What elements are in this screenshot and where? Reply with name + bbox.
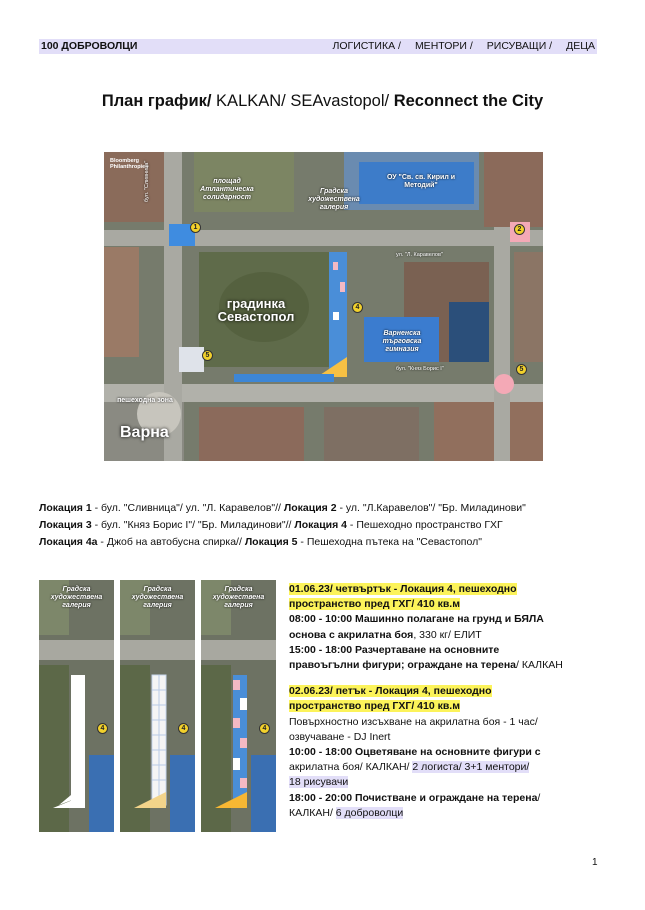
day2-line3: 10:00 - 18:00 Оцветяване на основните фигури с — [289, 746, 541, 759]
label-street-karavelov: ул. "Л. Каравелов" — [396, 252, 443, 258]
thumbnail-stage-2-graphic — [120, 580, 195, 832]
thumbnail-3-label: Градска художествена галерия — [212, 586, 265, 609]
location-1-name: Локация 1 — [39, 502, 92, 514]
nav-logistics[interactable]: ЛОГИСТИКА / — [332, 40, 401, 52]
location-1-desc: - бул. "Сливница"/ ул. "Л. Каравелов"// — [91, 502, 284, 514]
day2-line7a: КАЛКАН/ — [289, 806, 336, 819]
day1-heading-line1: 01.06.23/ четвъртък - Локация 4, пешеходно — [289, 583, 517, 595]
bloomberg-logo: Bloomberg Philanthropies — [110, 158, 149, 170]
schedule — [289, 582, 609, 821]
map-pin-5-left: 5 — [202, 350, 213, 361]
label-street-slivnitsa: бул. "Сливница" — [144, 160, 150, 202]
location-3-desc: - бул. "Княз Борис I"/ "Бр. Миладинови"// — [91, 519, 295, 531]
map-pin-4: 4 — [352, 302, 363, 313]
day2-line1: Повърхностно изсъхване на акрилатна боя - 1 час/ — [289, 715, 538, 728]
day1-line2a: основа с акрилатна боя — [289, 628, 414, 641]
location-5-name: Локация 5 — [244, 536, 298, 548]
day2-line7b: 6 доброволци — [335, 806, 404, 819]
day2-heading-line1: 02.06.23/ петък - Локация 4, пешеходно — [289, 685, 492, 698]
location-2-name: Локация 2 — [283, 502, 337, 514]
location-4-desc: - Пешеходно пространство ГХГ — [347, 519, 503, 531]
title-part2: KALKAN/ SEAvastopol/ — [211, 92, 394, 110]
location-4a-desc: - Джоб на автобусна спирка// — [97, 536, 245, 548]
day1-line4b: / КАЛКАН — [516, 659, 563, 672]
day1-line2b: , 330 кг/ ЕЛИТ — [413, 628, 482, 641]
label-gallery: Градска художествена галерия — [308, 188, 360, 211]
label-gymnasium: Варненска търговска гимназия — [382, 330, 422, 353]
page-title — [0, 92, 645, 111]
label-pedestrian: пешеходна зона — [117, 397, 173, 404]
map-pin-2: 2 — [514, 224, 525, 235]
thumbnail-1-pin: 4 — [97, 723, 108, 734]
location-line-3 — [39, 534, 526, 551]
nav-mentors[interactable]: МЕНТОРИ / — [414, 40, 473, 52]
location-5-desc: - Пешеходна пътека на "Севастопол" — [297, 536, 482, 548]
label-square: площад Атлантическа солидарност — [200, 178, 254, 201]
thumbnail-stage-3-graphic — [201, 580, 276, 832]
day2-line4a: акрилатна боя/ КАЛКАН/ — [289, 761, 413, 774]
day2-line4b: 2 логиста/ 3+1 ментори/ — [412, 761, 530, 774]
thumbnail-1-label: Градска художествена галерия — [50, 586, 103, 609]
location-4a-name: Локация 4а — [39, 536, 98, 548]
day1-line4a: правоъгълни фигури; ограждане на терена — [289, 659, 516, 672]
location-2-desc: - ул. "Л.Каравелов"/ "Бр. Миладинови" — [336, 502, 526, 514]
label-school: ОУ "Св. св. Кирил и Методий" — [386, 174, 456, 189]
day1-line3: 15:00 - 18:00 Разчертаване на основните — [289, 643, 500, 656]
map-pin-1: 1 — [190, 222, 201, 233]
location-line-2 — [39, 517, 526, 534]
thumbnail-stage-1-graphic — [39, 580, 114, 832]
nav-painters[interactable]: РИСУВАЩИ / — [486, 40, 553, 52]
thumbnail-stage-1 — [39, 580, 114, 832]
day2-heading-line2: пространство пред ГХГ/ 410 кв.м — [289, 700, 460, 713]
label-city: Варна — [120, 424, 169, 441]
day1-line1: 08:00 - 10:00 Машинно полагане на грунд и БЯЛА — [289, 613, 544, 626]
day2-line5: 18 рисувачи — [289, 776, 349, 789]
day1-heading-line2: пространство пред ГХГ/ 410 кв.м — [289, 598, 460, 611]
header-nav — [318, 39, 595, 54]
title-part3: Reconnect the City — [393, 92, 544, 110]
location-4-name: Локация 4 — [294, 519, 348, 531]
title-part1: План график/ — [101, 92, 212, 110]
aerial-map — [104, 152, 543, 461]
label-garden: градинка Севастопол — [217, 296, 295, 324]
thumbnail-stage-3 — [201, 580, 276, 832]
thumbnail-stage-2 — [120, 580, 195, 832]
location-3-name: Локация 3 — [39, 519, 92, 531]
nav-children[interactable]: ДЕЦА — [566, 40, 595, 52]
label-street-boris: бул. "Княз Борис I" — [396, 366, 444, 372]
header-bar — [39, 39, 597, 54]
day2-line6b: / — [537, 791, 541, 804]
page-number: 1 — [592, 857, 598, 868]
map-pin-5-right: 5 — [516, 364, 527, 375]
day2-line2: озвучаване - DJ Inert — [289, 730, 391, 743]
header-volunteers: 100 ДОБРОВОЛЦИ — [41, 40, 138, 52]
location-line-1 — [39, 500, 526, 517]
day2-line6a: 18:00 - 20:00 Почистване и ограждане на терена — [289, 791, 538, 804]
thumbnail-2-pin: 4 — [178, 723, 189, 734]
thumbnail-2-label: Градска художествена галерия — [131, 586, 184, 609]
thumbnail-3-pin: 4 — [259, 723, 270, 734]
location-list — [39, 500, 526, 551]
